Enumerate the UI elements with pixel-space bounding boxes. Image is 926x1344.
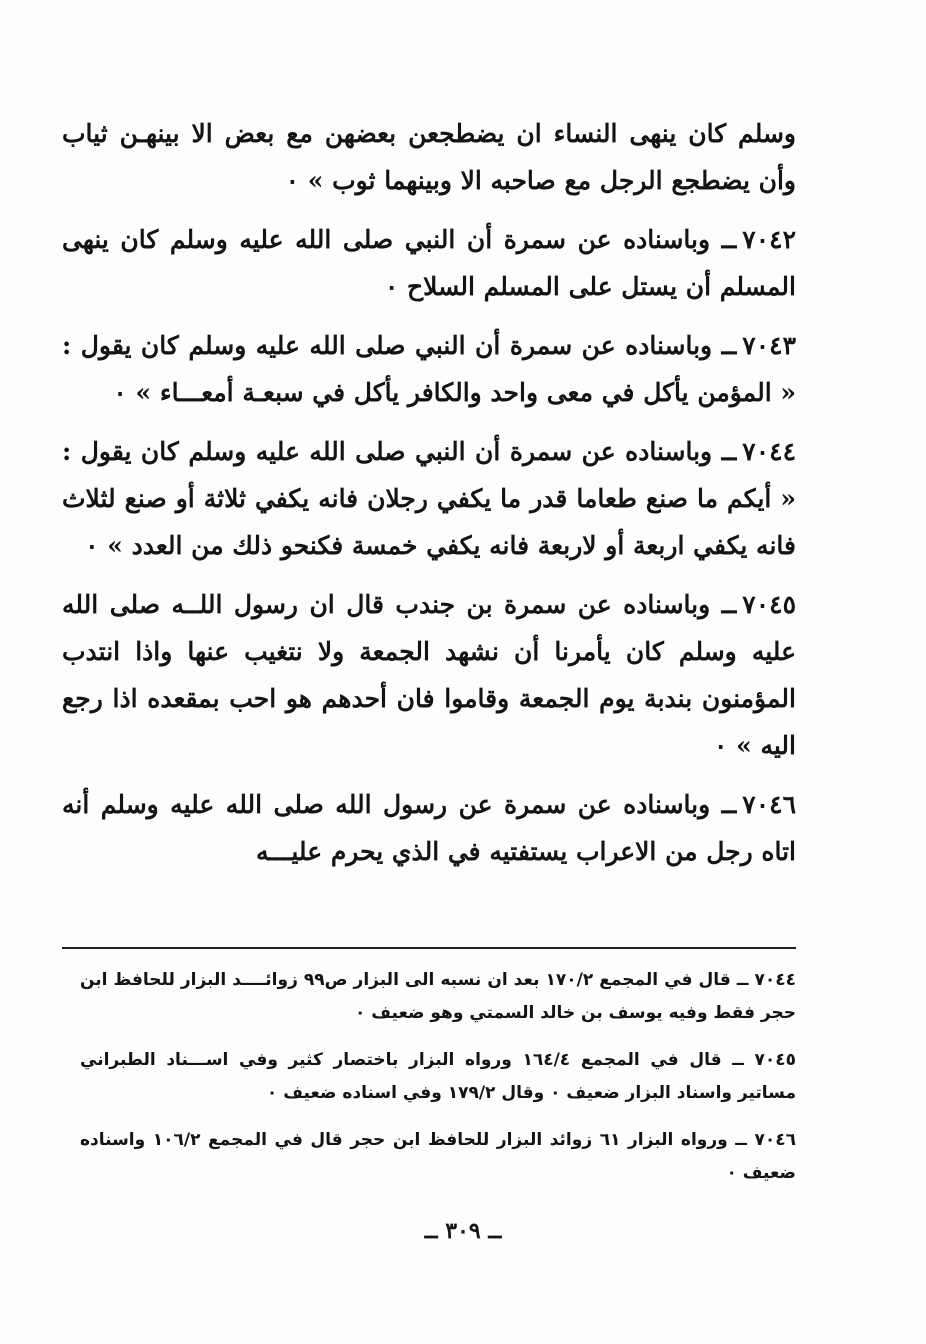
hadith-number: ٧٠٤٥ — [742, 590, 796, 619]
hadith-7043 — [62, 322, 796, 416]
hadith-text: ــ وباسناده عن سمرة أن النبي صلى الله عليه وسلم كان يقول : « المؤمن يأكل في معى واحد والكافر يأكل في سبعـة أمعـــاء » ٠ — [62, 331, 796, 407]
hadith-7042 — [62, 216, 796, 310]
main-text-block — [62, 110, 796, 887]
hadith-number: ٧٠٤٣ — [742, 331, 796, 360]
hadith-text: وسلم كان ينهى النساء ان يضطجعن بعضهن مع بعض الا بينهـن ثياب وأن يضطجع الرجل مع صاحبه الا وبينهما ثوب » ٠ — [62, 119, 796, 195]
footnote-7046: ٧٠٤٦ ــ ورواه البزار ٦١ زوائد البزار للحافظ ابن حجر قال في المجمع ١٠٦/٢ واسناده ضعيف ٠ — [80, 1130, 796, 1183]
footnote-divider — [62, 947, 796, 949]
hadith-continuation — [62, 110, 796, 204]
hadith-7045 — [62, 581, 796, 769]
hadith-7046 — [62, 781, 796, 875]
hadith-number: ٧٠٤٢ — [742, 225, 796, 254]
hadith-number: ٧٠٤٤ — [742, 437, 796, 466]
hadith-text: ــ وباسناده عن سمرة أن النبي صلى الله عليه وسلم كان ينهى المسلم أن يستل على المسلم السلاح ٠ — [62, 225, 796, 301]
hadith-text: ــ وباسناده عن سمرة عن رسول الله صلى الله عليه وسلم أنه اتاه رجل من الاعراب يستفتيه في الذي يحرم عليـــه — [62, 790, 796, 866]
footnotes — [80, 964, 796, 1204]
footnote-7045: ٧٠٤٥ ــ قال في المجمع ١٦٤/٤ ورواه البزار باختصار كثير وفي اســـناد الطبراني مساتير واسناد البزار ضعيف ٠ وقال ١٧٩/٢ وفي اسناده ضعيف ٠ — [80, 1050, 797, 1103]
hadith-text: ــ وباسناده عن سمرة بن جندب قال ان رسول اللــه صلى الله عليه وسلم كان يأمرنا أن نشهد الجمعة ولا نتغيب عنها واذا انتدب المؤمنون بندبة يوم الجمعة وقاموا فان أحدهم هو احب بمقعده اذا رجع اليه » ٠ — [62, 590, 796, 760]
hadith-number: ٧٠٤٦ — [742, 790, 796, 819]
hadith-text: ــ وباسناده عن سمرة أن النبي صلى الله عليه وسلم كان يقول : « أيكم ما صنع طعاما قدر ما يكفي رجلان فانه يكفي ثلاثة أو صنع لثلاث فانه يكفي اربعة أو لاربعة فانه يكفي خمسة فكنحو ذلك من العدد » ٠ — [62, 437, 796, 560]
hadith-7044 — [62, 428, 796, 569]
page-number: ــ ٣٠٩ ــ — [424, 1218, 502, 1244]
footnote-7044: ٧٠٤٤ ــ قال في المجمع ١٧٠/٢ بعد ان نسبه الى البزار ص٩٩ زوائــــد البزار للحافظ ابن حجر فقط وفيه يوسف بن خالد السمتي وهو ضعيف ٠ — [80, 970, 796, 1023]
